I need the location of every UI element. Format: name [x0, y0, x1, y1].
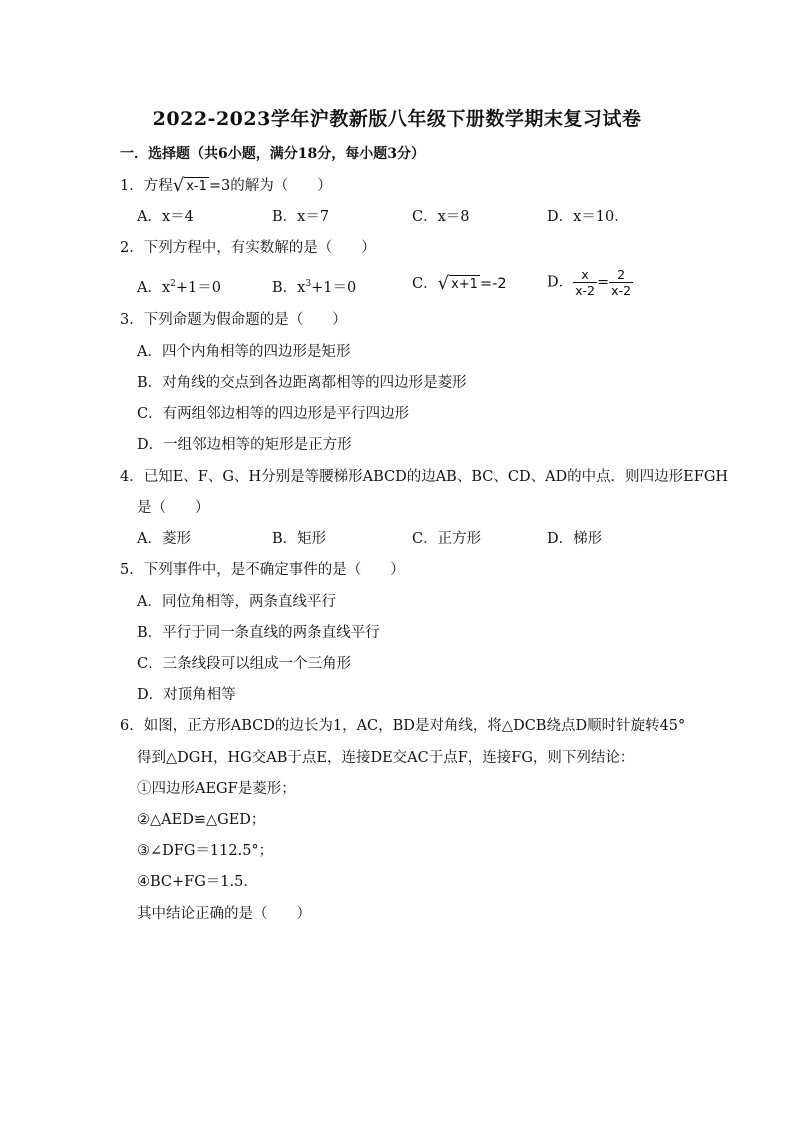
- q2-d-den-2: x-2: [611, 283, 632, 298]
- q2-b-text: B．x: [272, 279, 306, 296]
- q2-d-num-1: x: [581, 267, 589, 282]
- q2-b-exponent: 3: [305, 279, 312, 289]
- q1-prefix: 1．方程: [120, 178, 173, 194]
- q1-option-a: A．x＝4: [137, 209, 194, 225]
- q4-option-b: B．矩形: [272, 531, 327, 547]
- q6-statement-1: ①四边形AEGF是菱形；: [137, 781, 296, 797]
- q1-suffix: =3的解为（ ）: [208, 178, 332, 194]
- question-1-stem: [120, 176, 332, 196]
- q2-option-d: [547, 267, 633, 298]
- q2-c-rest: =-2: [479, 276, 507, 292]
- question-6-stem-cont: 得到△DGH，HG交AB于点E，连接DE交AC于点F，连接FG，则下列结论：: [137, 750, 635, 766]
- q2-d-label: D．: [547, 274, 574, 291]
- question-4-stem-cont: 是（ ）: [137, 500, 210, 516]
- q4-option-d: D．梯形: [547, 531, 603, 547]
- sqrt-icon: √: [437, 273, 450, 294]
- q2-a-exponent: 2: [170, 279, 176, 289]
- sqrt-icon: √: [172, 175, 185, 196]
- q3-option-a: A．四个内角相等的四边形是矩形: [137, 344, 351, 360]
- q2-d-fraction-2: [609, 267, 633, 298]
- q3-option-d: D．一组邻边相等的矩形是正方形: [137, 437, 352, 453]
- q1-option-d: D．x＝10．: [547, 209, 629, 225]
- question-5-stem: 5．下列事件中，是不确定事件的是（ ）: [120, 562, 405, 578]
- section-heading: 一．选择题（共6小题，满分18分，每小题3分）: [120, 146, 425, 162]
- q1-radical: [173, 176, 209, 196]
- q2-a-rest: +1＝0: [175, 279, 221, 296]
- q3-option-c: C．有两组邻边相等的四边形是平行四边形: [137, 406, 410, 422]
- q6-ask: 其中结论正确的是（ ）: [137, 906, 311, 922]
- q5-option-b: B．平行于同一条直线的两条直线平行: [137, 625, 380, 641]
- q5-option-d: D．对顶角相等: [137, 687, 236, 703]
- q2-c-label: C．: [412, 276, 438, 292]
- q5-option-a: A．同位角相等，两条直线平行: [137, 594, 336, 610]
- q2-c-radical: [438, 274, 480, 294]
- q1-radicand: x-1: [186, 179, 207, 194]
- question-3-stem: 3．下列命题为假命题的是（ ）: [120, 312, 347, 328]
- q4-option-a: A．菱形: [137, 531, 191, 547]
- q2-c-radicand: x+1: [451, 277, 478, 292]
- q2-d-fraction-1: [573, 267, 597, 298]
- q2-b-rest: +1＝0: [311, 279, 357, 296]
- q5-option-c: C．三条线段可以组成一个三角形: [137, 656, 352, 672]
- q6-statement-4: ④BC+FG＝1.5．: [137, 874, 258, 890]
- q3-option-b: B．对角线的交点到各边距离都相等的四边形是菱形: [137, 375, 467, 391]
- q2-d-num-2: 2: [617, 267, 626, 282]
- q2-d-equals: =: [597, 274, 610, 291]
- page-title: 2022-2023学年沪教新版八年级下册数学期末复习试卷: [152, 108, 642, 130]
- question-6-stem: 6．如图，正方形ABCD的边长为1，AC，BD是对角线，将△DCB绕点D顺时针旋转45°: [120, 718, 686, 734]
- q6-statement-3: ③∠DFG＝112.5°；: [137, 843, 274, 859]
- q1-option-b: B．x＝7: [272, 209, 330, 225]
- q2-option-c: [412, 274, 507, 294]
- question-2-stem: 2．下列方程中，有实数解的是（ ）: [120, 240, 376, 256]
- q1-option-c: C．x＝8: [412, 209, 470, 225]
- q4-option-c: C．正方形: [412, 531, 482, 547]
- q2-option-a: [137, 274, 221, 298]
- q2-d-den-1: x-2: [575, 283, 596, 298]
- q2-a-text: A．x: [137, 279, 171, 296]
- question-4-stem: 4．已知E、F、G、H分别是等腰梯形ABCD的边AB、BC、CD、AD的中点．则四边形EFGH: [120, 469, 729, 485]
- q6-statement-2: ②△AED≌△GED；: [137, 812, 266, 828]
- q2-option-b: [272, 274, 356, 298]
